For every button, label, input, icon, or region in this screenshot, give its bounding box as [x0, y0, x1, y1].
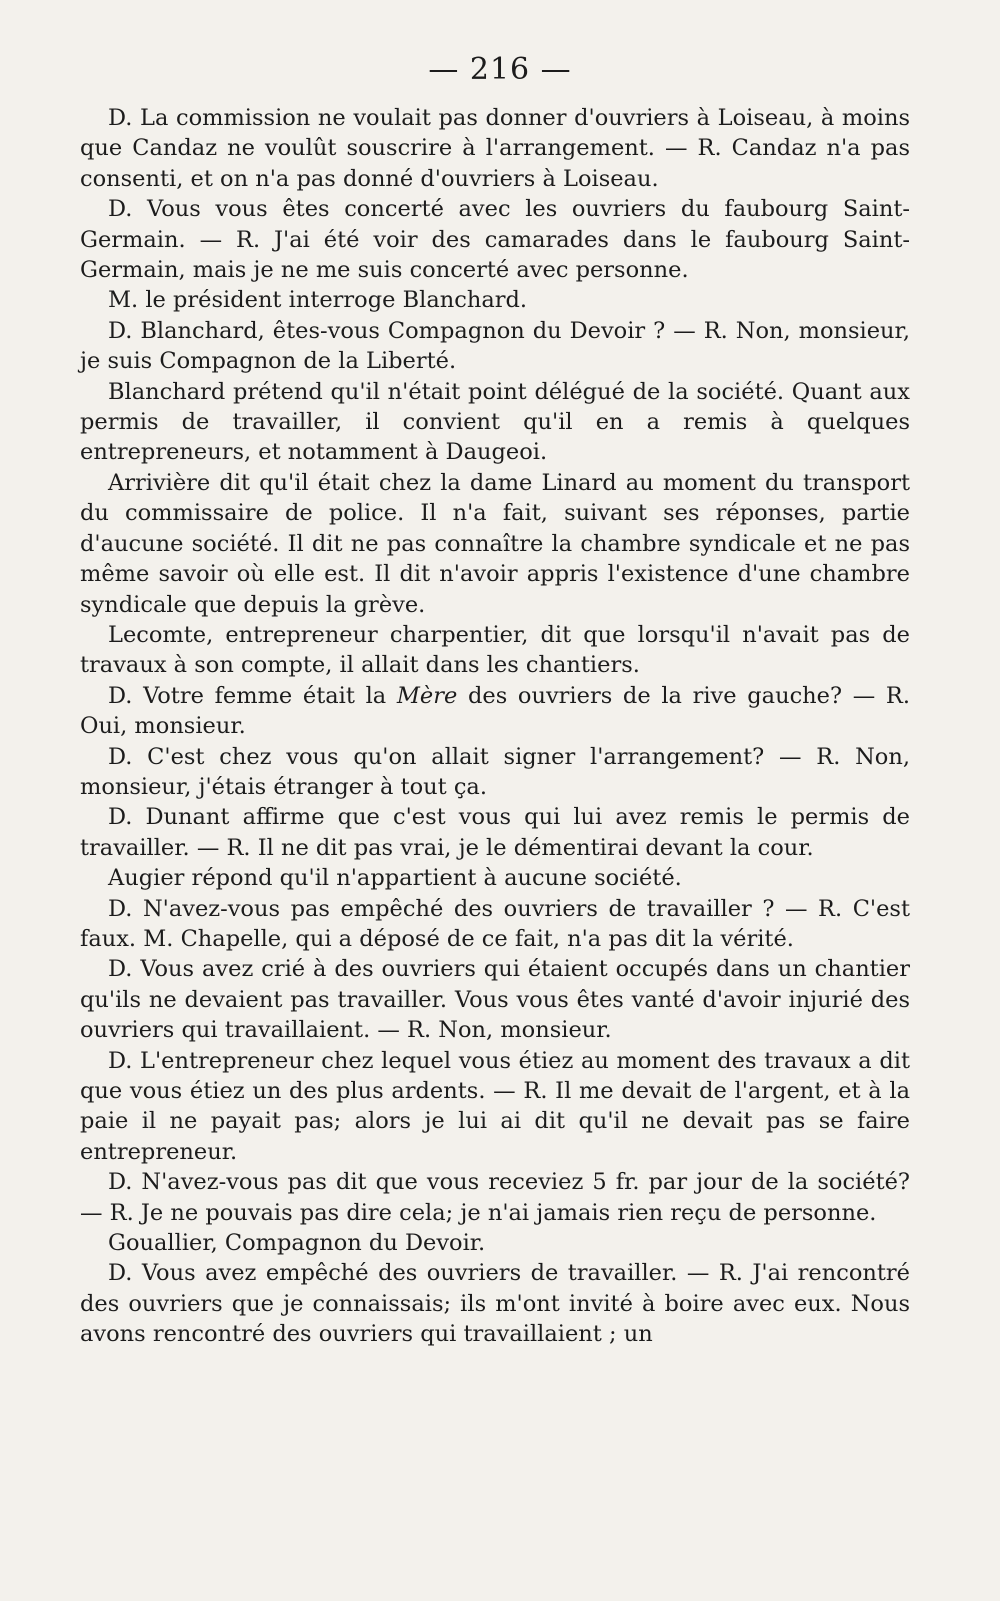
emphasis: Mère — [396, 682, 458, 709]
paragraph: Gouallier, Compagnon du Devoir. — [108, 1230, 486, 1257]
paragraph: D. Vous avez crié à des ouvriers qui étaient occupés dans un chantier qu'ils ne devaient pas travailler. Vous vous êtes vanté d'avoir injurié des ouvriers qui travaillaient. — R. Non, monsieur. — [80, 956, 910, 1044]
paragraph: D. C'est chez vous qu'on allait signer l'arrangement? — R. Non, monsieur, j'étais étranger à tout ça. — [80, 743, 910, 800]
paragraph: D. Vous avez empêché des ouvriers de travailler. — R. J'ai rencontré des ouvriers que je connaissais; ils m'ont invité à boire avec eux. Nous avons rencontré des ouvriers qui travaillaient ; un — [80, 1260, 910, 1348]
paragraph: Lecomte, entrepreneur charpentier, dit que lorsqu'il n'avait pas de travaux à son compte, il allait dans les chantiers. — [80, 621, 910, 679]
paragraph-text: des ouvriers de la rive gauche? — R. Oui, monsieur. — [80, 682, 910, 740]
paragraph: D. Vous vous êtes concerté avec les ouvriers du faubourg Saint-Germain. — R. J'ai été voir des camarades dans le faubourg Saint-Germain, mais je ne me suis concerté avec personne. — [80, 196, 910, 284]
paragraph: Augier répond qu'il n'appartient à aucune société. — [108, 865, 682, 892]
paragraph: Arrivière dit qu'il était chez la dame Linard au moment du transport du commissaire de police. Il n'a fait, suivant ses réponses, partie d'aucune société. Il dit ne pas connaître la chambre syndicale et ne pas même savoir où elle est. Il dit n'avoir appris l'existence d'une chambre syndicale que depuis la grève. — [80, 469, 910, 618]
paragraph: Blanchard prétend qu'il n'était point délégué de la société. Quant aux permis de travailler, il convient qu'il en a remis à quelques entrepreneurs, et notamment à Daugeoi. — [80, 378, 910, 466]
paragraph: D. N'avez-vous pas empêché des ouvriers de travailler ? — R. C'est faux. M. Chapelle, qui a déposé de ce fait, n'a pas dit la vérité. — [80, 895, 910, 952]
paragraph: D. N'avez-vous pas dit que vous receviez 5 fr. par jour de la société? — R. Je ne pouvais pas dire cela; je n'ai jamais rien reçu de personne. — [80, 1169, 910, 1226]
body-text — [80, 103, 910, 1350]
paragraph: D. Blanchard, êtes-vous Compagnon du Devoir ? — R. Non, monsieur, je suis Compagnon de la Liberté. — [80, 317, 910, 375]
paragraph: D. La commission ne voulait pas donner d'ouvriers à Loiseau, à moins que Candaz ne voulût souscrire à l'arrangement. — R. Candaz n'a pas consenti, et on n'a pas donné d'ouvriers à Loiseau. — [80, 105, 910, 192]
paragraph-text: D. Votre femme était la — [108, 682, 397, 709]
paragraph: D. Dunant affirme que c'est vous qui lui avez remis le permis de travailler. — R. Il ne dit pas vrai, je le démentirai devant la cour. — [80, 804, 910, 861]
paragraph — [80, 681, 910, 742]
paragraph: D. L'entrepreneur chez lequel vous étiez au moment des travaux a dit que vous étiez un des plus ardents. — R. Il me devait de l'argent, et à la paie il ne payait pas; alors je lui ai dit qu'il ne devait pas se faire entrepreneur. — [80, 1047, 910, 1165]
paragraph: M. le président interroge Blanchard. — [108, 287, 528, 314]
page-number: — 216 — — [428, 52, 572, 87]
